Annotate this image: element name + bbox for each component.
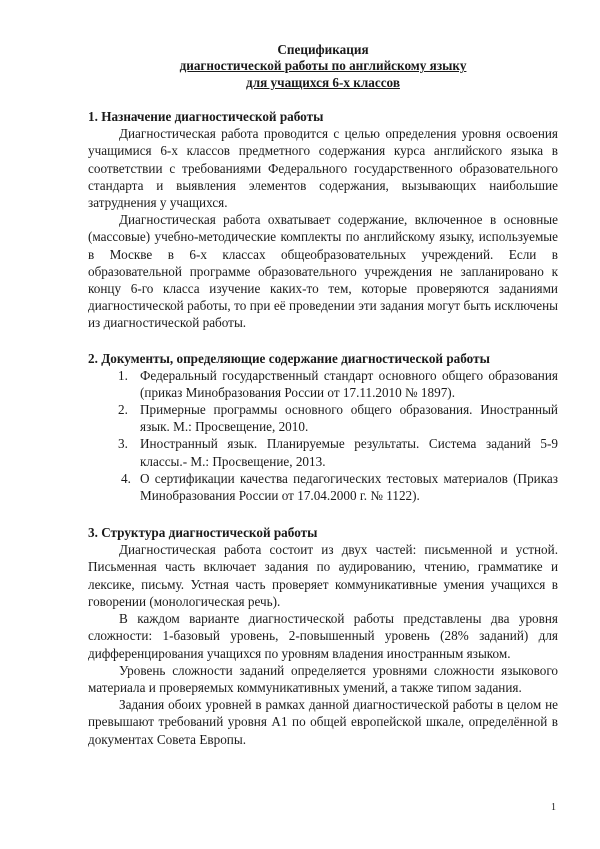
- paragraph: В каждом варианте диагностической работы представлены два уровня сложности: 1-базовый уровень, 2-повышенный уровень (28% заданий) для дифференцирования учащихся по уровням владения иностранным языком.: [88, 611, 558, 661]
- list-item-number: 4.: [121, 470, 131, 486]
- documents-list: [88, 367, 558, 505]
- title-line-2: диагностической работы по английскому языку: [179, 58, 467, 74]
- list-item-text: Иностранный язык. Планируемые результаты. Система заданий 5-9 классы.- М.: Просвещение, 2013.: [140, 436, 558, 469]
- section-heading-purpose: 1. Назначение диагностической работы: [88, 109, 324, 125]
- paragraph: Уровень сложности заданий определяется уровнями сложности языкового материала и проверяемых коммуникативных умений, а также типом задания.: [88, 662, 558, 695]
- list-item-text: О сертификации качества педагогических тестовых материалов (Приказ Минобразования России от 17.04.2000 г. № 1122).: [140, 470, 558, 504]
- document-title: [88, 42, 558, 91]
- list-item-text: Федеральный государственный стандарт основного общего образования (приказ Минобразования России от 17.11.2010 № 1897).: [140, 367, 558, 400]
- list-item-number: 3.: [118, 436, 128, 452]
- document-page: [88, 42, 558, 766]
- section-structure: [88, 524, 558, 747]
- section-documents: [88, 350, 558, 505]
- list-item: [88, 401, 558, 435]
- section-heading-structure: 3. Структура диагностической работы: [88, 525, 318, 541]
- list-item-number: 2.: [118, 402, 128, 418]
- title-line-3: для учащихся 6-х классов: [246, 74, 400, 90]
- page-number: 1: [551, 802, 556, 813]
- paragraph: Диагностическая работа состоит из двух частей: письменной и устной. Письменная часть включает задания по аудированию, чтению, грамматике и лексике, письму. Устная часть проверяет коммуникативные умения учащихся в говорении (монологическая речь).: [88, 542, 558, 609]
- list-item-number: 1.: [118, 367, 128, 383]
- list-item: [88, 367, 558, 401]
- list-item: [88, 470, 558, 504]
- list-item-text: Примерные программы основного общего образования. Иностранный язык. М.: Просвещение, 2010.: [140, 402, 558, 435]
- title-line-1: Спецификация: [277, 42, 369, 57]
- section-purpose: [88, 108, 558, 331]
- paragraph: Диагностическая работа проводится с целью определения уровня освоения учащимися 6-х классов предметного содержания курса английского языка в соответствии с требованиями Федерального государственного образовательного стандарта и выявления элементов содержания, вызывающих наибольшие затруднения у учащихся.: [88, 126, 558, 211]
- paragraph: Диагностическая работа охватывает содержание, включенное в основные (массовые) учебно-методические комплекты по английскому языку, используемые в Москве в 6-х классах общеобразовательных учреждений. Если в образовательной программе образовательного учреждения не запланировано к концу 6-го класса изучение каких-то тем, которые проверяются заданиями диагностической работы, то при её проведении эти задания могут быть исключены из диагностической работы.: [88, 212, 558, 331]
- list-item: [88, 435, 558, 469]
- paragraph: Задания обоих уровней в рамках данной диагностической работы в целом не превышают требований уровня А1 по общей европейской шкале, определённой в документах Совета Европы.: [88, 697, 558, 747]
- section-heading-documents: 2. Документы, определяющие содержание диагностической работы: [88, 350, 490, 366]
